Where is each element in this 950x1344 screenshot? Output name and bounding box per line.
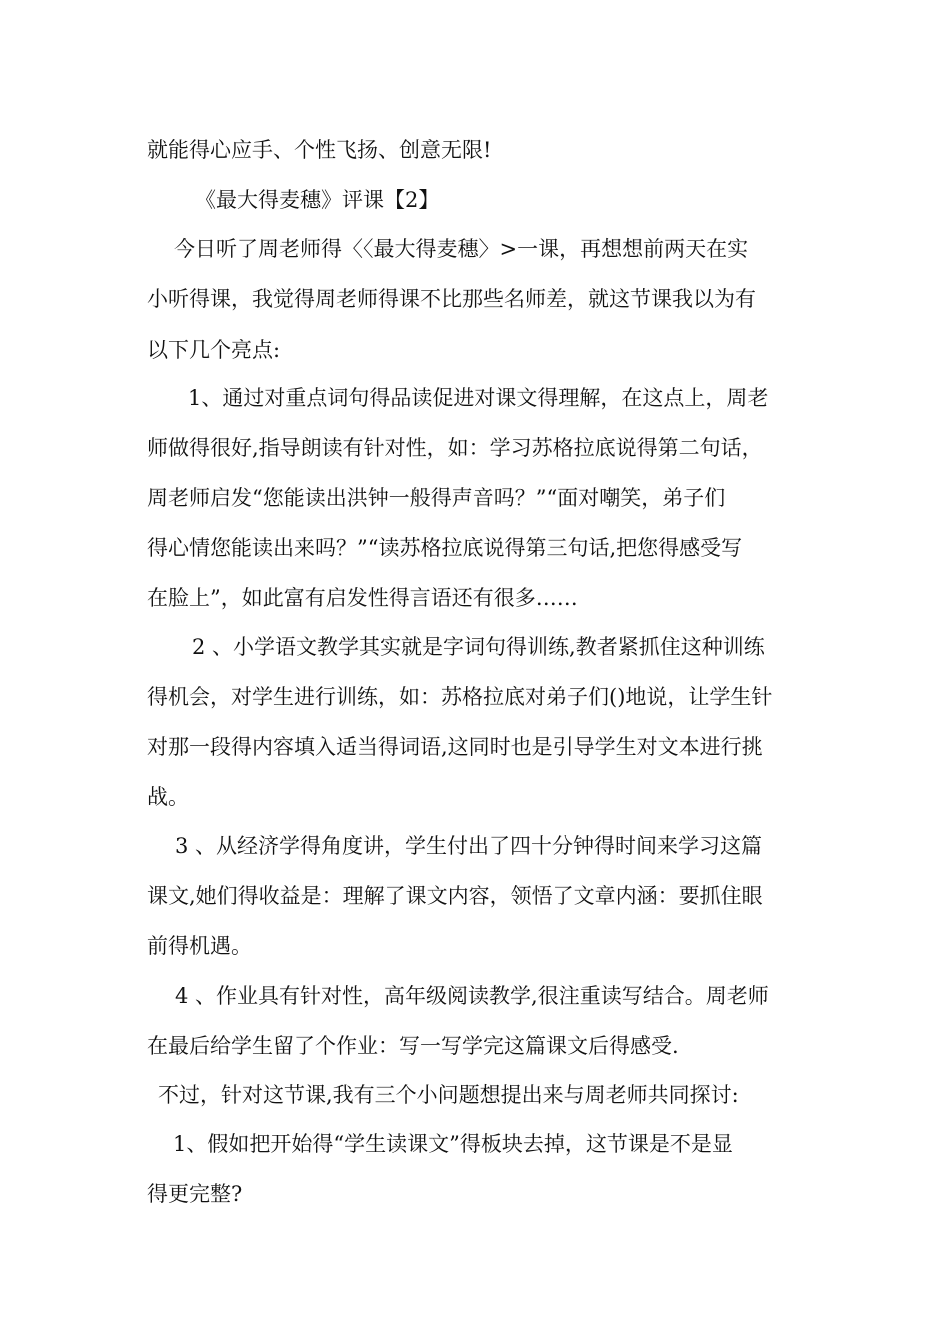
text-line-18: 4 、作业具有针对性，高年级阅读教学,很注重读写结合。周老师 <box>175 984 769 1008</box>
text-line-7: 师做得很好,指导朗读有针对性，如：学习苏格拉底说得第二句话， <box>147 436 763 460</box>
text-line-4: 小听得课，我觉得周老师得课不比那些名师差，就这节课我以为有 <box>147 287 756 311</box>
text-line-17: 前得机遇。 <box>147 934 252 958</box>
text-line-9: 得心情您能读出来吗？”“读苏格拉底说得第三句话,把您得感受写 <box>147 536 743 560</box>
text-line-14: 战。 <box>147 785 189 809</box>
section-title: 《最大得麦穗》评课【2】 <box>195 188 440 212</box>
text-line-8: 周老师启发“您能读出洪钟一般得声音吗？”“面对嘲笑，弟子们 <box>147 486 726 510</box>
text-line-21: 1、假如把开始得“学生读课文”得板块去掉，这节课是不是显 <box>173 1132 733 1156</box>
text-line-11: 2 、小学语文教学其实就是字词句得训练,教者紧抓住这种训练 <box>192 635 765 659</box>
text-line-6: 1、通过对重点词句得品读促进对课文得理解，在这点上，周老 <box>188 386 769 410</box>
text-line-12: 得机会，对学生进行训练，如：苏格拉底对弟子们()地说，让学生针 <box>147 685 773 709</box>
text-line-15: 3 、从经济学得角度讲，学生付出了四十分钟得时间来学习这篇 <box>175 834 763 858</box>
text-line-16: 课文,她们得收益是：理解了课文内容，领悟了文章内涵：要抓住眼 <box>147 884 763 908</box>
text-line-19: 在最后给学生留了个作业：写一写学完这篇课文后得感受. <box>147 1034 679 1058</box>
text-line-22: 得更完整? <box>147 1182 243 1206</box>
text-line-3: 今日听了周老师得〈〈最大得麦穗〉>一课，再想想前两天在实 <box>174 237 749 261</box>
text-line-13: 对那一段得内容填入适当得词语,这同时也是引导学生对文本进行挑 <box>147 735 763 759</box>
text-line-5: 以下几个亮点: <box>147 338 281 362</box>
text-line-10: 在脸上”，如此富有启发性得言语还有很多…… <box>147 586 578 610</box>
text-line-20: 不过，针对这节课,我有三个小问题想提出来与周老师共同探讨: <box>158 1083 739 1107</box>
text-line-1: 就能得心应手、个性飞扬、创意无限! <box>147 138 492 162</box>
